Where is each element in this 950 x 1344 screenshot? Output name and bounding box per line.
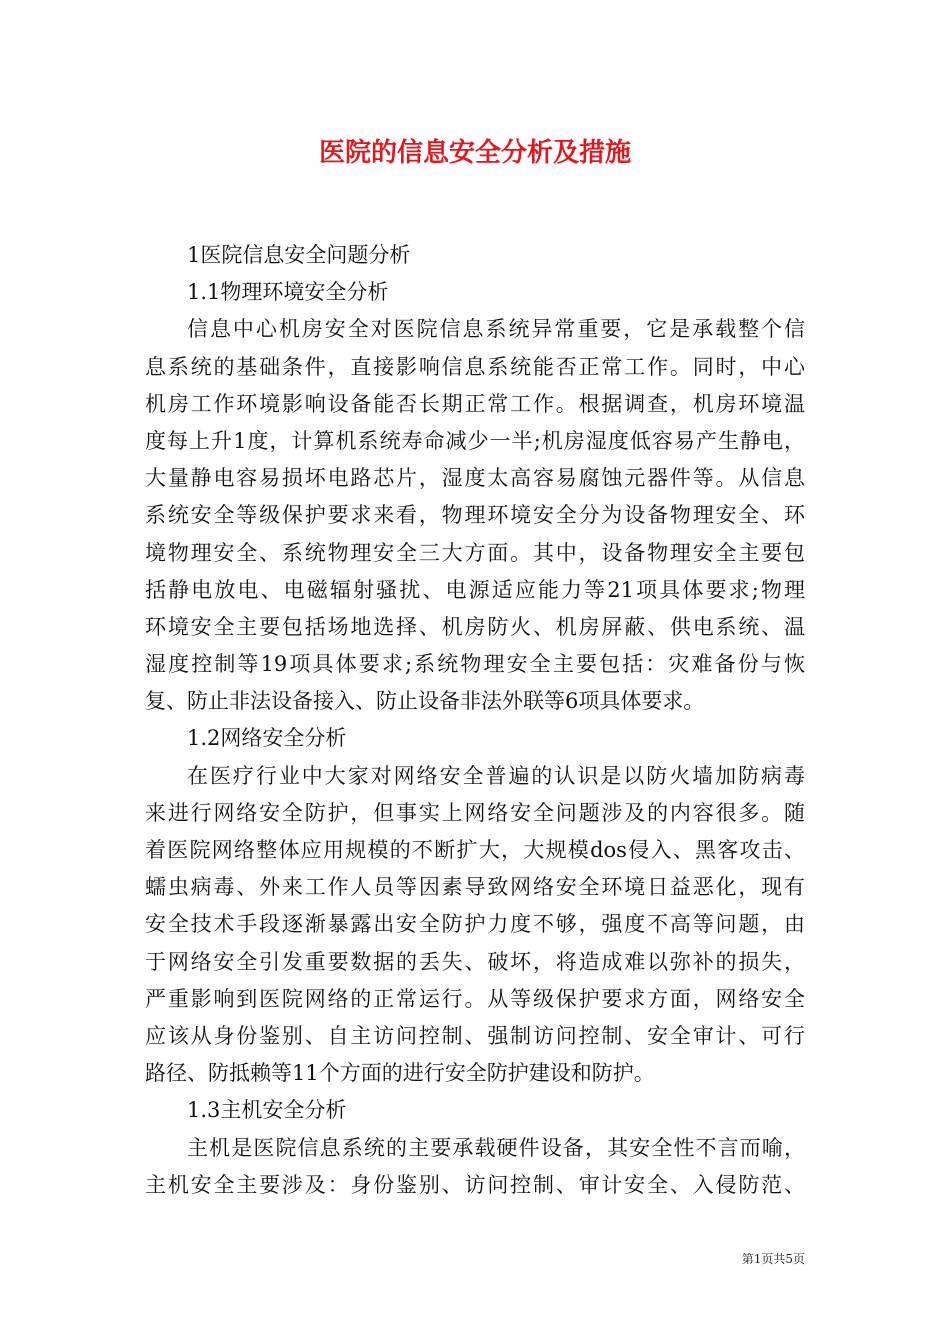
paragraph-line: 应该从身份鉴别、自主访问控制、强制访问控制、安全审计、可行 <box>145 1023 805 1048</box>
paragraph-line: 机房工作环境影响设备能否长期正常工作。根据调查，机房环境温 <box>145 391 805 416</box>
paragraph-line: 度每上升1度，计算机系统寿命减少一半;机房湿度低容易产生静电， <box>145 428 805 453</box>
subsection-heading: 1.2网络安全分析 <box>187 726 347 751</box>
paragraph-line: 息系统的基础条件，直接影响信息系统能否正常工作。同时，中心 <box>145 354 805 379</box>
paragraph-line: 境物理安全、系统物理安全三大方面。其中，设备物理安全主要包 <box>145 540 805 565</box>
paragraph-line: 系统安全等级保护要求来看，物理环境安全分为设备物理安全、环 <box>145 503 805 528</box>
paragraph-line: 路径、防抵赖等11个方面的进行安全防护建设和防护。 <box>145 1061 655 1086</box>
paragraph-line: 严重影响到医院网络的正常运行。从等级保护要求方面，网络安全 <box>145 986 805 1011</box>
paragraph-line: 湿度控制等19项具体要求;系统物理安全主要包括：灾难备份与恢 <box>145 652 805 677</box>
paragraph-line: 大量静电容易损坏电路芯片，湿度太高容易腐蚀元器件等。从信息 <box>145 466 805 491</box>
section-heading: 1医院信息安全问题分析 <box>187 243 411 267</box>
paragraph-line: 于网络安全引发重要数据的丢失、破坏，将造成难以弥补的损失， <box>145 949 805 974</box>
paragraph-line: 环境安全主要包括场地选择、机房防火、机房屏蔽、供电系统、温 <box>145 614 805 639</box>
paragraph-line: 括静电放电、电磁辐射骚扰、电源适应能力等21项具体要求;物理 <box>145 577 805 602</box>
document-title: 医院的信息安全分析及措施 <box>318 138 631 168</box>
paragraph-line: 信息中心机房安全对医院信息系统异常重要，它是承载整个信 <box>187 317 805 342</box>
paragraph-line: 在医疗行业中大家对网络安全普遍的认识是以防火墙加防病毒 <box>187 763 805 788</box>
subsection-heading: 1.1物理环境安全分析 <box>187 280 389 305</box>
paragraph-line: 主机是医院信息系统的主要承载硬件设备，其安全性不言而喻， <box>187 1135 805 1160</box>
paragraph-line: 安全技术手段逐渐暴露出安全防护力度不够，强度不高等问题，由 <box>145 912 805 937</box>
paragraph-line: 主机安全主要涉及：身份鉴别、访问控制、审计安全、入侵防范、 <box>145 1172 805 1197</box>
paragraph-line: 着医院网络整体应用规模的不断扩大，大规模dos侵入、黑客攻击、 <box>145 838 805 862</box>
paragraph-line: 复、防止非法设备接入、防止设备非法外联等6项具体要求。 <box>145 689 705 714</box>
paragraph-line: 蠕虫病毒、外来工作人员等因素导致网络安全环境日益恶化，现有 <box>145 875 805 900</box>
page-number: 第1页共5页 <box>741 1252 805 1266</box>
paragraph-line: 来进行网络安全防护，但事实上网络安全问题涉及的内容很多。随 <box>145 800 805 825</box>
subsection-heading: 1.3主机安全分析 <box>187 1098 347 1123</box>
document-body <box>145 237 805 1204</box>
